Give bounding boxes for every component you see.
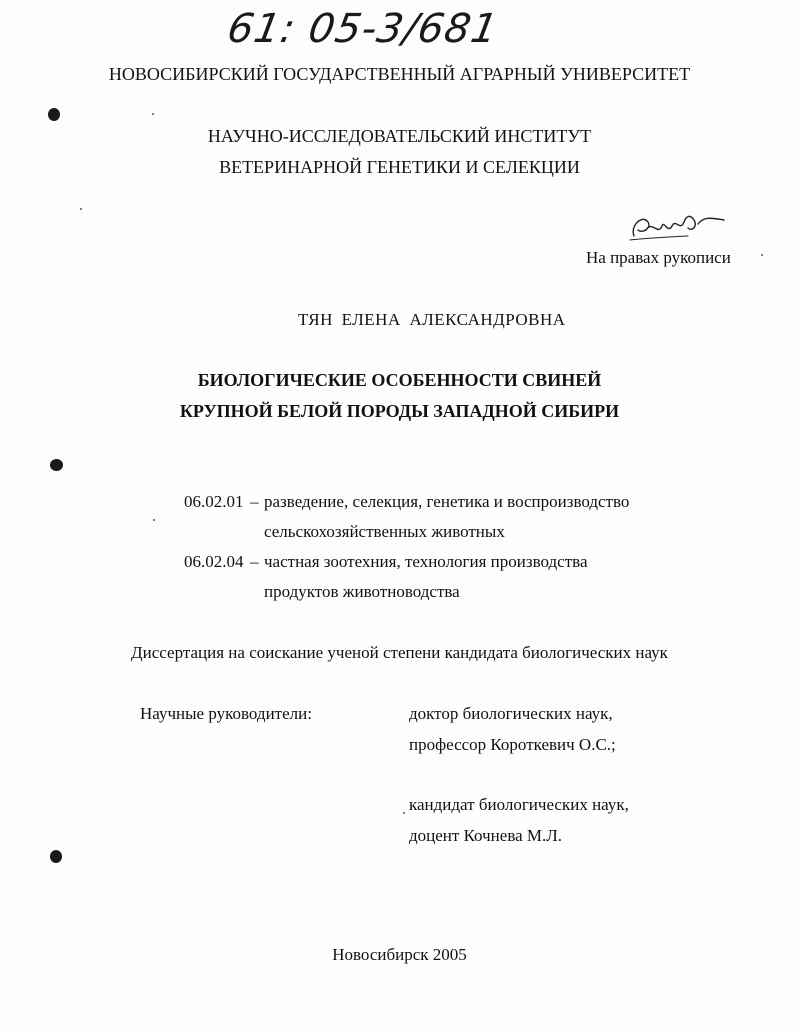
city-year: Новосибирск 2005 [332, 945, 467, 964]
supervisor-2-degree: кандидат биологических наук, [409, 795, 629, 814]
binder-hole-mark [50, 459, 63, 471]
institute-line-1: НАУЧНО-ИССЛЕДОВАТЕЛЬСКИЙ ИНСТИТУТ [207, 126, 592, 146]
specialty-1-line-2: сельскохозяйственных животных [264, 522, 505, 541]
scan-speck [153, 519, 155, 521]
specialty-1-dash: – [250, 492, 259, 511]
specialty-2-line-1: частная зоотехния, технология производства [264, 552, 588, 571]
specialty-2-dash: – [250, 552, 259, 571]
supervisor-1-degree: доктор биологических наук, [409, 704, 613, 723]
supervisors-label: Научные руководители: [140, 704, 312, 723]
binder-hole-mark [48, 108, 60, 121]
signature-icon [628, 206, 728, 246]
thesis-title-line-2: КРУПНОЙ БЕЛОЙ ПОРОДЫ ЗАПАДНОЙ СИБИРИ [179, 401, 620, 421]
scan-speck [80, 208, 82, 210]
degree-statement: Диссертация на соискание ученой степени кандидата биологических наук [131, 643, 668, 662]
scan-speck [403, 812, 405, 814]
supervisor-2-name: доцент Кочнева М.Л. [409, 826, 563, 845]
thesis-title-line-1: БИОЛОГИЧЕСКИЕ ОСОБЕННОСТИ СВИНЕЙ [197, 370, 602, 390]
binder-hole-mark [50, 850, 62, 863]
supervisor-1-name: профессор Короткевич О.С.; [409, 735, 616, 754]
scan-speck [761, 254, 763, 256]
specialty-1-line-1: разведение, селекция, генетика и воспроизводство [264, 492, 630, 511]
specialty-1-code: 06.02.01 [184, 492, 244, 511]
university-name: НОВОСИБИРСКИЙ ГОСУДАРСТВЕННЫЙ АГРАРНЫЙ УНИВЕРСИТЕТ [108, 64, 691, 84]
scan-speck [152, 113, 154, 115]
handwritten-archive-number: 61: 05-3/681 [223, 6, 502, 52]
author-name: ТЯН ЕЛЕНА АЛЕКСАНДРОВНА [298, 310, 566, 329]
specialty-2-code: 06.02.04 [184, 552, 244, 571]
manuscript-note: На правах рукописи [586, 248, 731, 267]
institute-line-2: ВЕТЕРИНАРНОЙ ГЕНЕТИКИ И СЕЛЕКЦИИ [219, 157, 580, 177]
specialty-2-line-2: продуктов животноводства [264, 582, 460, 601]
